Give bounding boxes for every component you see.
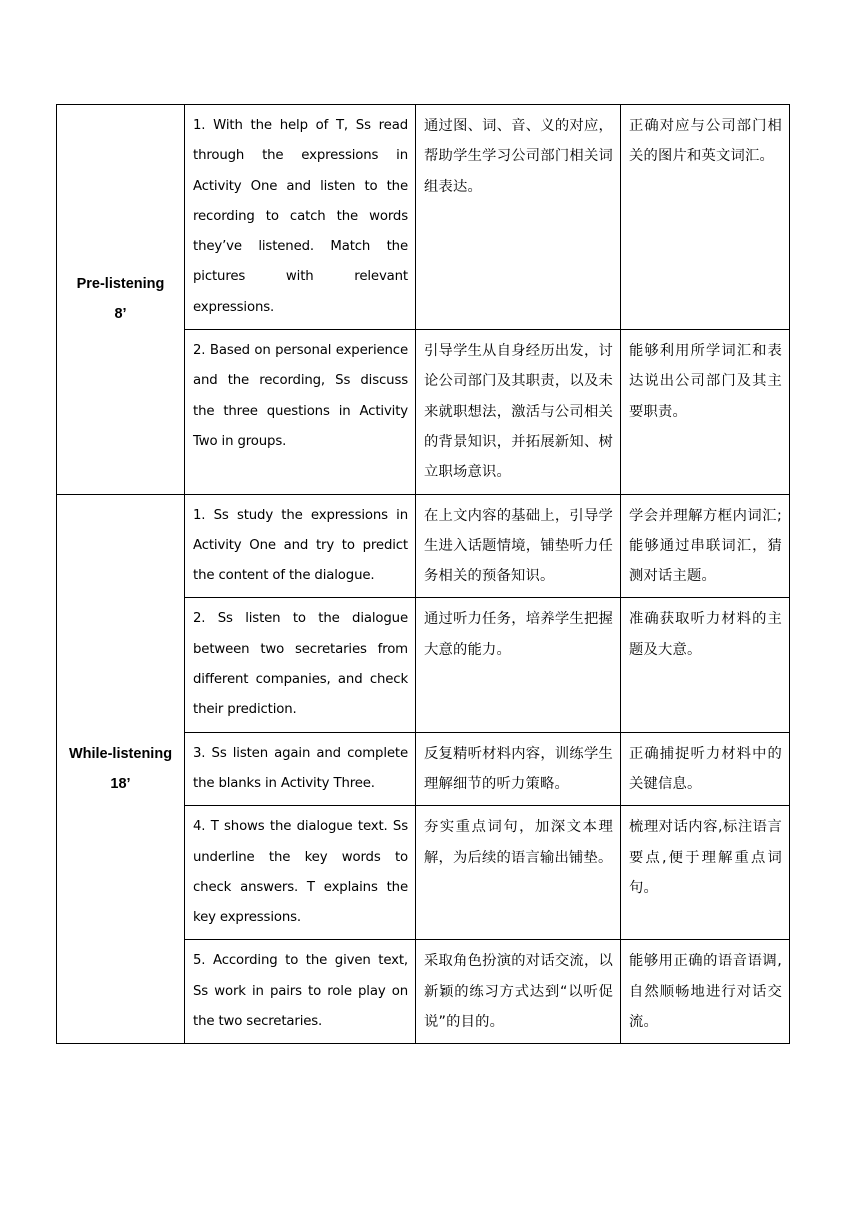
purpose-cell: 在上文内容的基础上，引导学生进入话题情境，铺垫听力任务相关的预备知识。 (416, 494, 621, 598)
stage-time: 8’ (114, 306, 127, 323)
activity-cell: 5. According to the given text, Ss work in pairs to role play on the two secretaries. (185, 940, 416, 1044)
activity-cell: 3. Ss listen again and complete the blanks in Activity Three. (185, 732, 416, 806)
stage-cell-while-listening (57, 494, 185, 1044)
table-row (57, 105, 790, 330)
activity-cell: 2. Based on personal experience and the recording, Ss discuss the three questions in Activity Two in groups. (185, 330, 416, 494)
stage-cell-pre-listening (57, 105, 185, 495)
goal-cell: 准确获取听力材料的主题及大意。 (621, 598, 790, 732)
activity-cell: 4. T shows the dialogue text. Ss underline the key words to check answers. T explains the key expressions. (185, 806, 416, 940)
lesson-plan-table (56, 104, 790, 1044)
goal-cell: 能够利用所学词汇和表达说出公司部门及其主要职责。 (621, 330, 790, 494)
goal-cell: 正确对应与公司部门相关的图片和英文词汇。 (621, 105, 790, 330)
activity-cell: 2. Ss listen to the dialogue between two secretaries from different companies, and check their prediction. (185, 598, 416, 732)
goal-cell: 正确捕捉听力材料中的关键信息。 (621, 732, 790, 806)
goal-cell: 学会并理解方框内词汇;能够通过串联词汇，猜测对话主题。 (621, 494, 790, 598)
goal-cell: 能够用正确的语音语调,自然顺畅地进行对话交流。 (621, 940, 790, 1044)
purpose-cell: 通过图、词、音、义的对应，帮助学生学习公司部门相关词组表达。 (416, 105, 621, 330)
table-row (57, 494, 790, 598)
stage-time: 18’ (110, 775, 131, 792)
purpose-cell: 引导学生从自身经历出发，讨论公司部门及其职责，以及未来就职想法，激活与公司相关的背景知识，并拓展新知、树立职场意识。 (416, 330, 621, 494)
stage-name: Pre-listening (76, 276, 165, 293)
purpose-cell: 夯实重点词句，加深文本理解，为后续的语言输出铺垫。 (416, 806, 621, 940)
purpose-cell: 采取角色扮演的对话交流，以新颖的练习方式达到“以听促说”的目的。 (416, 940, 621, 1044)
activity-cell: 1. With the help of T, Ss read through the expressions in Activity One and listen to the recording to catch the words they’ve listened. Match the pictures with relevant expressions. (185, 105, 416, 330)
purpose-cell: 反复精听材料内容，训练学生理解细节的听力策略。 (416, 732, 621, 806)
goal-cell: 梳理对话内容,标注语言要点,便于理解重点词句。 (621, 806, 790, 940)
stage-name: While-listening (68, 745, 173, 762)
activity-cell: 1. Ss study the expressions in Activity One and try to predict the content of the dialogue. (185, 494, 416, 598)
purpose-cell: 通过听力任务，培养学生把握大意的能力。 (416, 598, 621, 732)
